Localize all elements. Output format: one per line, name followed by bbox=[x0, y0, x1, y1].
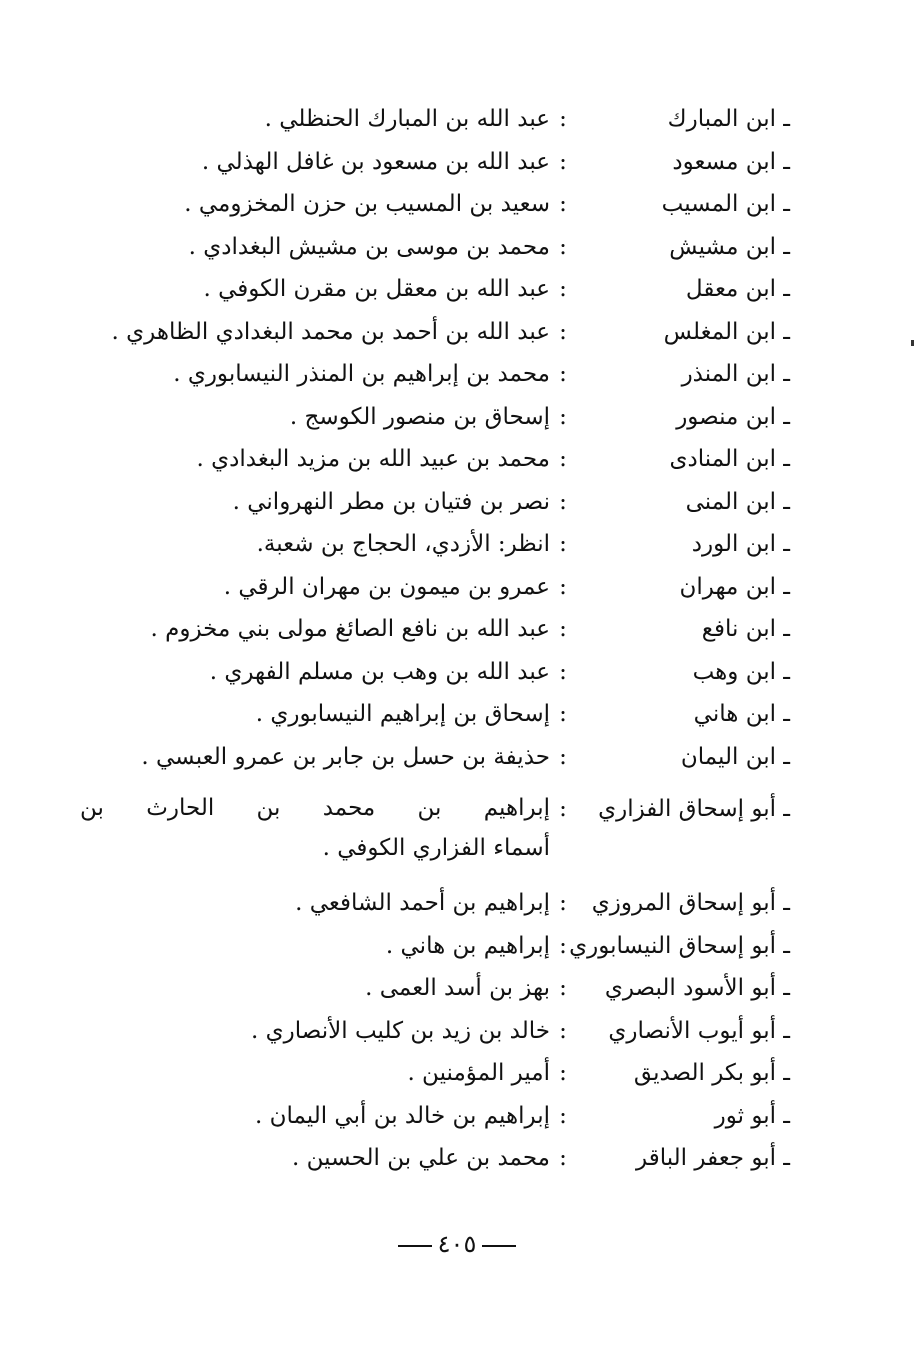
index-entry bbox=[80, 1137, 790, 1180]
entry-colon: : bbox=[559, 318, 567, 345]
entry-colon: : bbox=[559, 701, 567, 727]
entry-dash: ـ bbox=[783, 191, 790, 217]
entry-colon: : bbox=[559, 1102, 567, 1129]
entry-name: أبو جعفر الباقر bbox=[636, 1145, 776, 1171]
page-number bbox=[0, 1230, 914, 1258]
entry-dash: ـ bbox=[783, 743, 790, 770]
index-entry bbox=[80, 967, 790, 1010]
entry-value: محمد بن إبراهيم بن المنذر النيسابوري . bbox=[173, 361, 550, 387]
entry-dash: ـ bbox=[783, 1060, 790, 1086]
entry-value: سعيد بن المسيب بن حزن المخزومي . bbox=[184, 191, 550, 217]
entry-value: عبد الله بن نافع الصائغ مولى بني مخزوم . bbox=[150, 616, 550, 642]
index-entry bbox=[80, 651, 790, 694]
entry-value: محمد بن موسى بن مشيش البغدادي . bbox=[188, 233, 550, 260]
entry-name: أبو بكر الصديق bbox=[633, 1060, 776, 1086]
entry-name: أبو إسحاق النيسابوري bbox=[569, 932, 776, 959]
entry-colon: : bbox=[559, 1145, 567, 1171]
entry-value: إسحاق بن إبراهيم النيسابوري . bbox=[255, 701, 550, 727]
entry-dash: ـ bbox=[783, 276, 790, 302]
index-entry bbox=[80, 141, 790, 184]
entry-dash: ـ bbox=[783, 361, 790, 387]
entry-name: ابن منصور bbox=[676, 403, 776, 430]
entry-name: ابن المنى bbox=[685, 488, 776, 515]
index-entries bbox=[80, 98, 790, 1180]
page-number-text: ٤٠٥ bbox=[437, 1230, 477, 1258]
index-entry bbox=[80, 1010, 790, 1053]
index-entry bbox=[80, 693, 790, 736]
entry-colon: : bbox=[559, 1060, 567, 1086]
entry-value: خالد بن زيد بن كليب الأنصاري . bbox=[251, 1017, 550, 1044]
entry-colon: : bbox=[559, 743, 567, 770]
entry-dash: ـ bbox=[783, 1145, 790, 1171]
entry-dash: ـ bbox=[783, 148, 790, 175]
entry-colon: : bbox=[559, 191, 567, 217]
page-number-dash-left bbox=[398, 1245, 432, 1247]
entry-name: ابن نافع bbox=[701, 616, 776, 642]
index-entry bbox=[80, 98, 790, 141]
entry-dash: ـ bbox=[783, 318, 790, 345]
index-entry bbox=[80, 183, 790, 226]
entry-value: عمرو بن ميمون بن مهران الرقي . bbox=[223, 573, 550, 600]
entry-colon: : bbox=[559, 488, 567, 515]
entry-value: إبراهيم بن أحمد الشافعي . bbox=[295, 890, 550, 916]
entry-dash: ـ bbox=[783, 796, 790, 822]
entry-dash: ـ bbox=[783, 975, 790, 1001]
index-entry bbox=[80, 1095, 790, 1138]
entry-dash: ـ bbox=[783, 658, 790, 685]
entry-colon: : bbox=[559, 148, 567, 175]
entry-name: أبو أيوب الأنصاري bbox=[608, 1017, 776, 1044]
entry-value: عبد الله بن معقل بن مقرن الكوفي . bbox=[203, 276, 550, 302]
entry-value: انظر: الأزدي، الحجاج بن شعبة. bbox=[256, 531, 550, 557]
page-number-dash-right bbox=[482, 1245, 516, 1247]
entry-name: ابن المنذر bbox=[681, 361, 776, 387]
entry-dash: ـ bbox=[783, 1102, 790, 1129]
index-entry bbox=[80, 925, 790, 968]
entry-colon: : bbox=[559, 1017, 567, 1044]
index-entry bbox=[80, 226, 790, 269]
entry-dash: ـ bbox=[783, 488, 790, 515]
entry-name: ابن مهران bbox=[679, 573, 776, 600]
entry-value-line-1: إبراهيم بن محمد بن الحارث بن bbox=[80, 795, 550, 821]
entry-name: أبو إسحاق الفزاري bbox=[598, 796, 776, 822]
index-entry bbox=[80, 268, 790, 311]
entry-name: ابن هاني bbox=[693, 701, 776, 727]
entry-colon: : bbox=[559, 890, 567, 916]
entry-name: ابن الورد bbox=[691, 531, 776, 557]
index-entry bbox=[80, 608, 790, 651]
index-entry bbox=[80, 438, 790, 481]
entry-name: ابن اليمان bbox=[680, 743, 776, 770]
entry-colon: : bbox=[559, 975, 567, 1001]
entry-dash: ـ bbox=[783, 403, 790, 430]
entry-value: حذيفة بن حسل بن جابر بن عمرو العبسي . bbox=[141, 743, 550, 770]
entry-name: ابن المسيب bbox=[661, 191, 776, 217]
entry-value: محمد بن عبيد الله بن مزيد البغدادي . bbox=[196, 446, 550, 472]
entry-value: عبد الله بن مسعود بن غافل الهذلي . bbox=[201, 148, 550, 175]
entry-value: إسحاق بن منصور الكوسج . bbox=[289, 403, 550, 430]
entry-name: أبو الأسود البصري bbox=[604, 975, 776, 1001]
index-entry bbox=[80, 566, 790, 609]
entry-colon: : bbox=[559, 658, 567, 685]
entry-dash: ـ bbox=[783, 932, 790, 959]
entry-value: إبراهيم بن هاني . bbox=[385, 932, 550, 959]
entry-name: ابن المبارك bbox=[667, 106, 776, 132]
entry-colon: : bbox=[559, 233, 567, 260]
entry-dash: ـ bbox=[783, 106, 790, 132]
index-entry bbox=[80, 882, 790, 925]
entry-dash: ـ bbox=[783, 1017, 790, 1044]
entry-colon: : bbox=[559, 573, 567, 600]
entry-colon: : bbox=[559, 446, 567, 472]
entry-name: أبو ثور bbox=[714, 1102, 776, 1129]
index-entry bbox=[80, 481, 790, 524]
entry-value: عبد الله بن وهب بن مسلم الفهري . bbox=[209, 658, 550, 685]
entry-value-line-2: أسماء الفزاري الكوفي . bbox=[322, 835, 550, 861]
entry-name: ابن المنادى bbox=[669, 446, 776, 472]
entry-value: أمير المؤمنين . bbox=[407, 1060, 550, 1086]
index-entry bbox=[80, 523, 790, 566]
index-entry bbox=[80, 396, 790, 439]
entry-name: ابن وهب bbox=[692, 658, 776, 685]
entry-dash: ـ bbox=[783, 573, 790, 600]
entry-name: ابن المغلس bbox=[663, 318, 776, 345]
entry-colon: : bbox=[559, 403, 567, 430]
entry-name: أبو إسحاق المروزي bbox=[591, 890, 776, 916]
index-entry bbox=[80, 353, 790, 396]
entry-colon: : bbox=[559, 276, 567, 302]
entry-dash: ـ bbox=[783, 233, 790, 260]
index-entry-multiline bbox=[80, 788, 790, 868]
entry-dash: ـ bbox=[783, 890, 790, 916]
entry-name: ابن مسعود bbox=[672, 148, 776, 175]
entry-colon: : bbox=[559, 361, 567, 387]
entry-dash: ـ bbox=[783, 446, 790, 472]
index-entry bbox=[80, 736, 790, 779]
index-entry bbox=[80, 311, 790, 354]
entry-value: بهز بن أسد العمى . bbox=[365, 975, 550, 1001]
entry-dash: ـ bbox=[783, 616, 790, 642]
entry-colon: : bbox=[559, 106, 567, 132]
entry-name: ابن مشيش bbox=[669, 233, 776, 260]
entry-value: عبد الله بن المبارك الحنظلي . bbox=[264, 106, 550, 132]
entry-dash: ـ bbox=[783, 701, 790, 727]
entry-name: ابن معقل bbox=[685, 276, 776, 302]
index-entry bbox=[80, 1052, 790, 1095]
entry-colon: : bbox=[559, 616, 567, 642]
entry-value: نصر بن فتيان بن مطر النهرواني . bbox=[232, 488, 550, 515]
entry-value: عبد الله بن أحمد بن محمد البغدادي الظاهري . bbox=[111, 318, 550, 345]
entry-colon: : bbox=[559, 531, 567, 557]
entry-colon: : bbox=[559, 932, 567, 959]
entry-value bbox=[80, 788, 550, 868]
entry-value: محمد بن علي بن الحسين . bbox=[292, 1145, 550, 1171]
entry-dash: ـ bbox=[783, 531, 790, 557]
entry-colon: : bbox=[559, 796, 567, 822]
entry-value: إبراهيم بن خالد بن أبي اليمان . bbox=[254, 1102, 550, 1129]
